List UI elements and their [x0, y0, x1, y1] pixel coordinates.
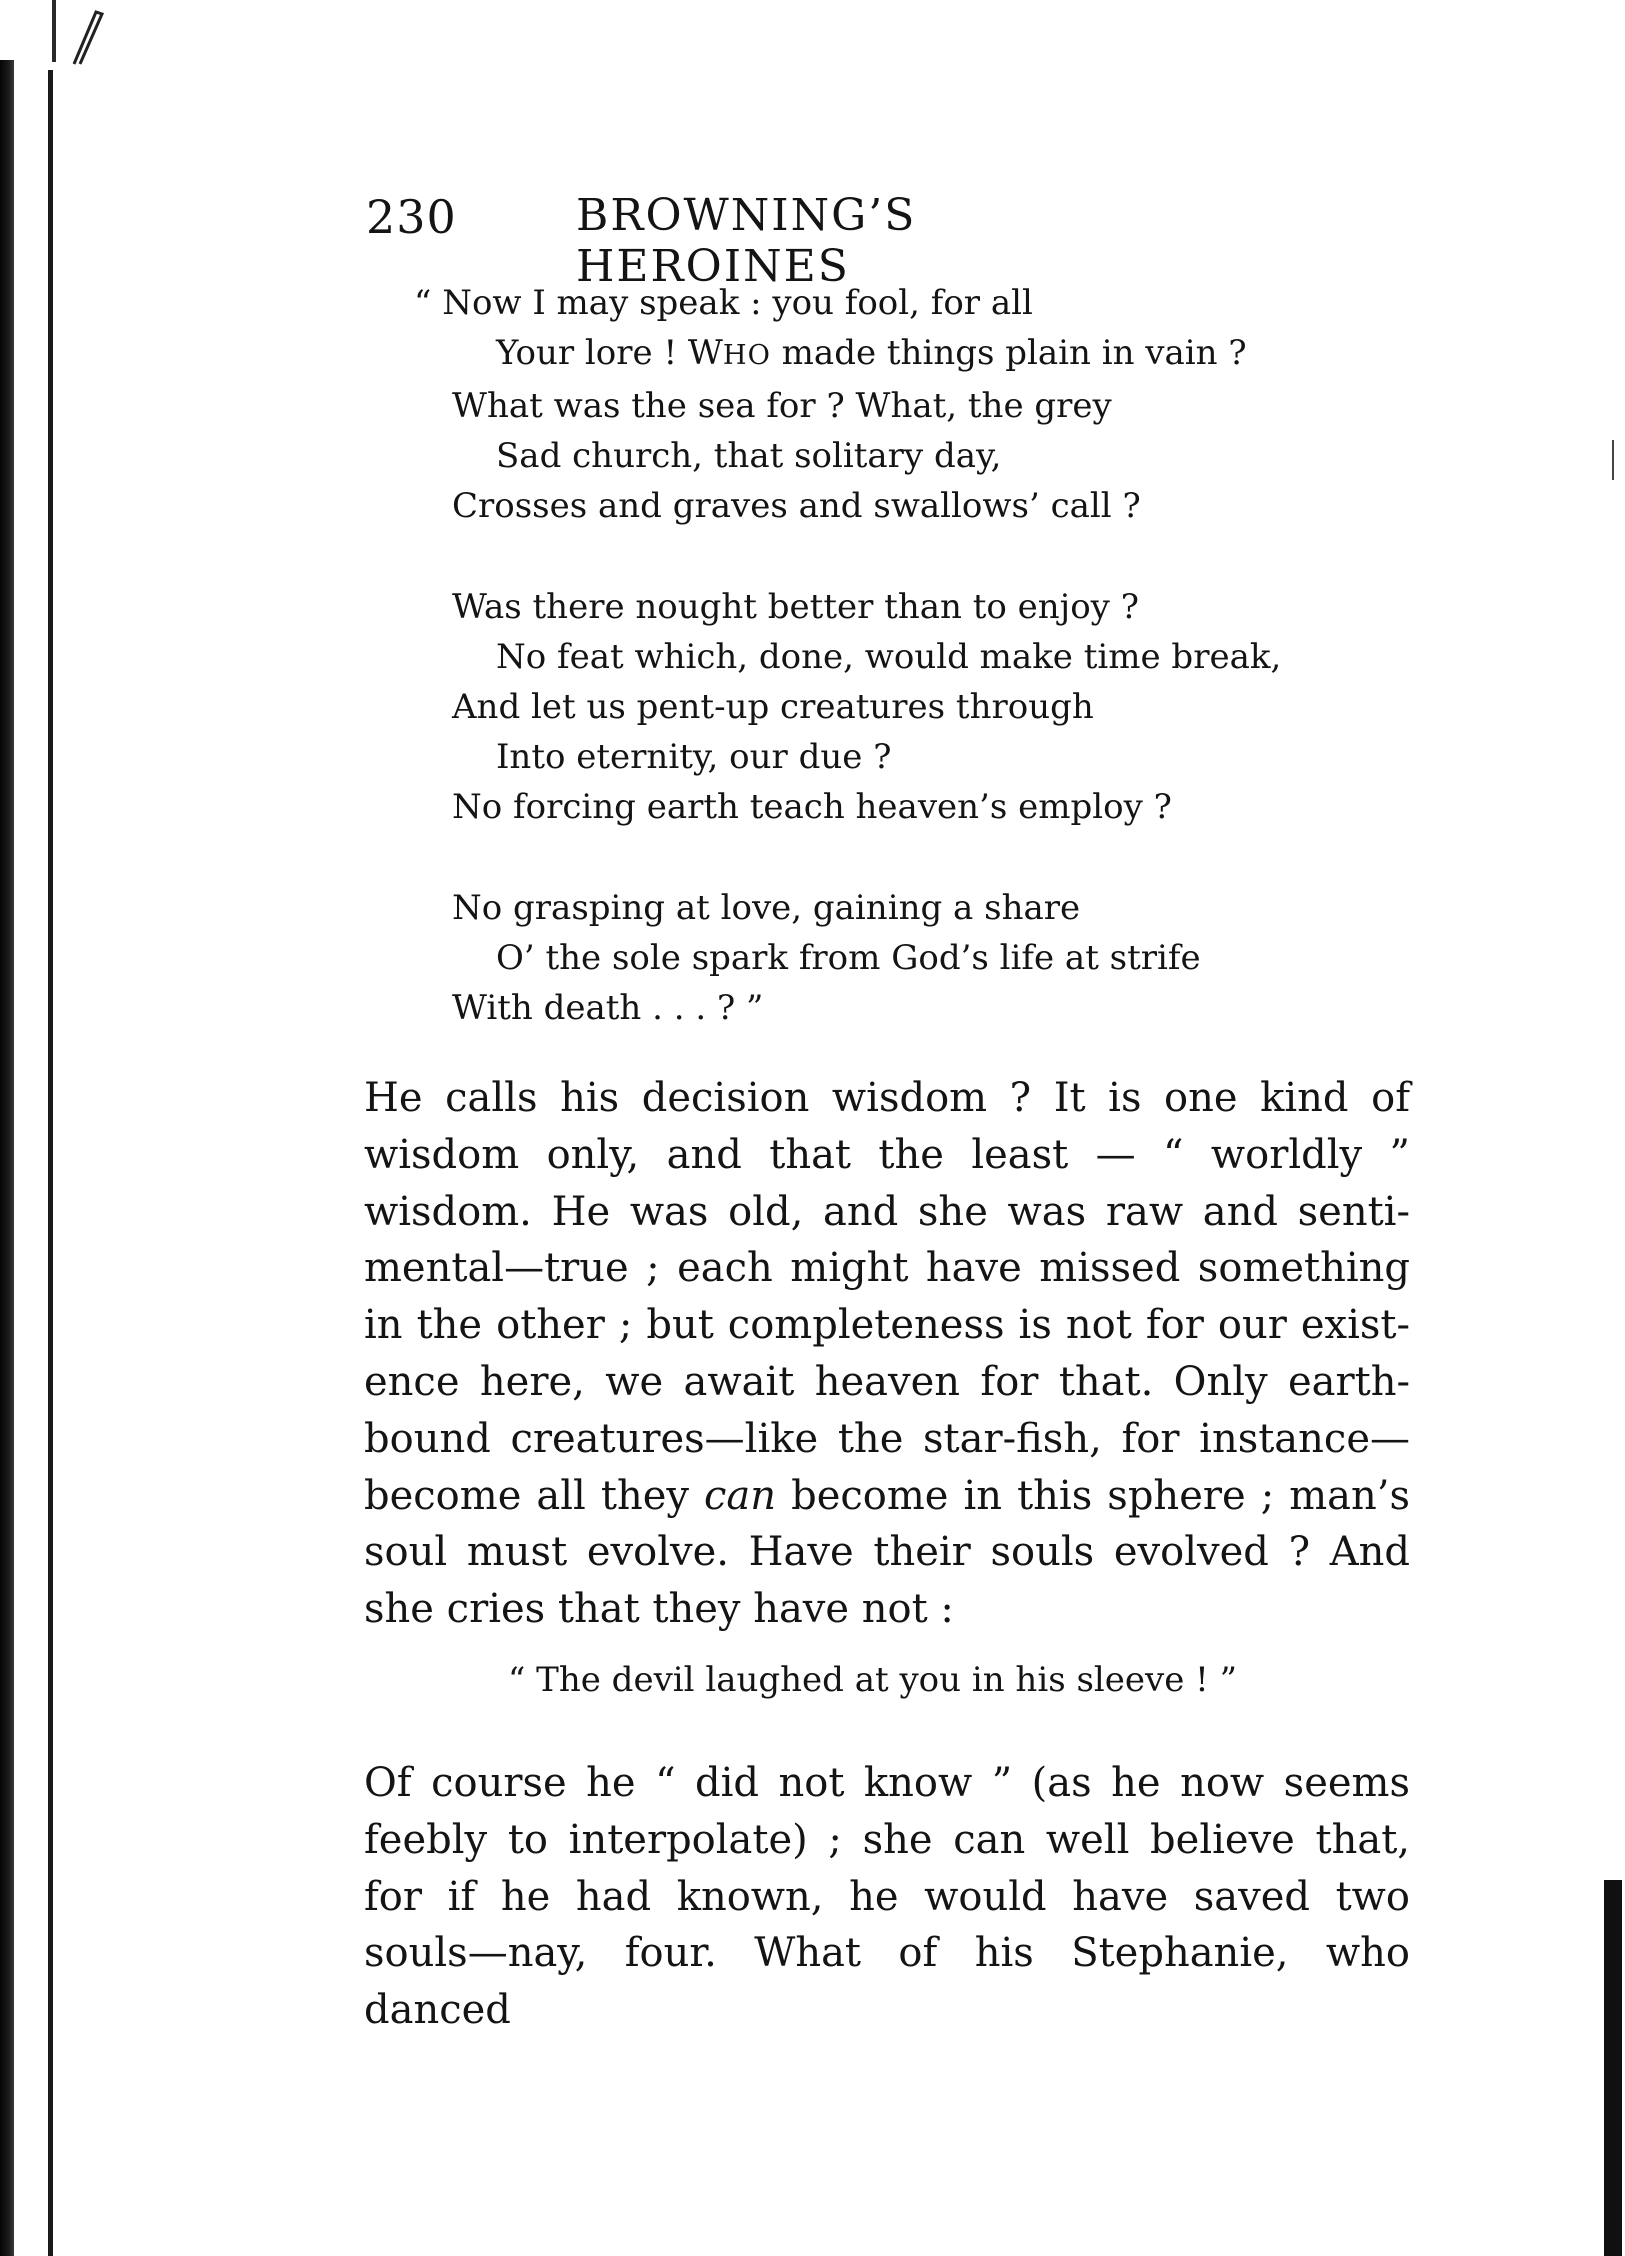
- scan-edge-left: [0, 60, 14, 2256]
- verse-line: Your lore ! WHO made things plain in vain ?: [496, 333, 1247, 373]
- stanza: [452, 582, 1412, 832]
- verse-line: Into eternity, our due ?: [496, 737, 892, 777]
- verse-line: What was the sea for ? What, the grey: [452, 386, 1112, 426]
- block-quote: “ The devil laughed at you in his sleeve ! ”: [507, 1660, 1238, 1700]
- scan-edge-mark: [1612, 440, 1614, 480]
- verse-line: Crosses and graves and swallows’ call ?: [452, 486, 1141, 526]
- verse-line: O’ the sole spark from God’s life at strife: [496, 938, 1201, 978]
- verse-line: With death . . . ? ”: [452, 988, 764, 1028]
- scan-edge-right: [1604, 1880, 1622, 2256]
- body-paragraph: He calls his decision wisdom ? It is one kind of wisdom only, and that the least — “ worldly ” wisdom. He was old, and she was raw and sentimental—true ; each might have missed something in the other ; but completeness is not for our existence here, we await heaven for that. Only earthbound creatures—like the star-fish, for instance—become all they can become in this sphere ; man’s soul must evolve. Have their souls evolved ? And she cries that they have not :: [364, 1075, 1410, 1633]
- verse-line: Sad church, that solitary day,: [496, 436, 1002, 476]
- verse-line: Was there nought better than to enjoy ?: [452, 587, 1139, 627]
- stanza: [414, 278, 1412, 531]
- verse-line: No feat which, done, would make time break,: [496, 637, 1282, 677]
- scan-edge-top: [52, 0, 56, 62]
- verse-line: No forcing earth teach heaven’s employ ?: [452, 787, 1172, 827]
- pencil-mark-icon: [66, 6, 126, 66]
- running-head: BROWNING’S HEROINES: [576, 190, 917, 292]
- verse-quotation: [414, 278, 1412, 1084]
- verse-line: And let us pent-up creatures through: [452, 687, 1094, 727]
- stanza: [452, 883, 1412, 1033]
- scan-edge-line: [48, 70, 53, 2256]
- page-number: 230: [366, 190, 457, 244]
- verse-line: No grasping at love, gaining a share: [452, 888, 1081, 928]
- page-header: [366, 190, 1206, 292]
- verse-line: “ Now I may speak : you fool, for all: [414, 283, 1033, 323]
- body-paragraph: Of course he “ did not know ” (as he now seems feebly to interpolate) ; she can well believe that, for if he had known, he would have saved two souls—nay, four. What of his Stephanie, who danced: [364, 1760, 1410, 2034]
